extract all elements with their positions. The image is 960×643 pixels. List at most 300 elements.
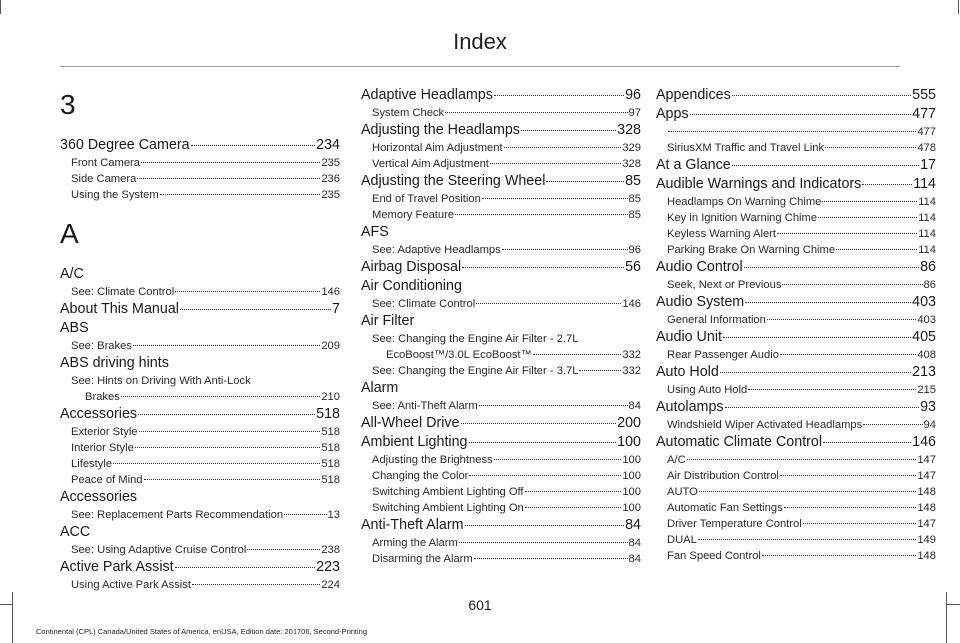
entry-label: Autolamps	[656, 399, 724, 415]
entry-label: System Check	[372, 107, 445, 119]
entry-page-number: 235	[321, 157, 340, 169]
entry-page-number: 84	[628, 400, 641, 412]
entry-page-number: 84	[628, 537, 641, 549]
entry-label: Air Distribution Control	[667, 470, 779, 482]
dot-leader	[744, 267, 919, 268]
entry-label: SiriusXM Traffic and Travel Link	[667, 142, 825, 154]
index-entry	[361, 172, 641, 191]
entry-label: AFS	[361, 224, 389, 240]
dot-leader	[459, 542, 628, 543]
entry-page-number: 94	[923, 419, 936, 431]
index-entry	[656, 433, 936, 452]
dot-leader	[748, 389, 916, 390]
dot-leader	[699, 491, 916, 492]
index-entry	[656, 328, 936, 347]
index-column-1	[60, 86, 340, 593]
entry-label: Vertical Aim Adjustment	[372, 158, 489, 170]
entry-label: Arming the Alarm	[372, 537, 458, 549]
entry-page-number: 114	[918, 244, 936, 256]
entry-page-number: 405	[912, 329, 936, 345]
index-subentry	[361, 468, 641, 484]
entry-page-number: 200	[617, 415, 641, 431]
entry-page-number: 328	[617, 122, 641, 138]
entry-page-number: 56	[625, 259, 641, 275]
entry-label: See: Using Adaptive Cruise Control	[71, 544, 247, 556]
entry-label: Adjusting the Headlamps	[361, 122, 520, 138]
dot-leader	[668, 131, 916, 132]
entry-page-number: 518	[321, 442, 340, 454]
entry-label: Driver Temperature Control	[667, 518, 802, 530]
dot-leader	[469, 475, 621, 476]
index-letter-heading: A	[60, 218, 79, 249]
index-subentry	[656, 548, 936, 564]
dot-leader	[525, 491, 622, 492]
index-entry	[361, 414, 641, 433]
entry-label: ABS	[60, 320, 89, 336]
dot-leader	[504, 147, 622, 148]
dot-leader	[462, 267, 624, 268]
entry-label: Appendices	[656, 87, 731, 103]
dot-leader	[455, 214, 627, 215]
entry-label: Air Conditioning	[361, 278, 462, 294]
index-subentry	[361, 363, 641, 379]
entry-page-number: 403	[917, 314, 936, 326]
entry-page-number: 555	[912, 87, 936, 103]
entry-label: See: Replacement Parts Recommendation	[71, 509, 284, 521]
entry-label: Fan Speed Control	[667, 550, 761, 562]
entry-label: Adjusting the Steering Wheel	[361, 173, 546, 189]
dot-leader	[690, 114, 912, 115]
index-subentry: See: Changing the Engine Air Filter - 2.7L	[372, 333, 579, 345]
index-subentry	[656, 417, 936, 433]
index-subentry	[656, 140, 936, 156]
entry-page-number: 7	[332, 301, 340, 317]
entry-label: Auto Hold	[656, 364, 719, 380]
entry-page-number: 518	[321, 426, 340, 438]
index-entry	[656, 293, 936, 312]
entry-page-number: 97	[628, 107, 641, 119]
dot-leader	[494, 459, 622, 460]
entry-page-number: 329	[622, 142, 641, 154]
entry-label: Parking Brake On Warning Chime	[667, 244, 836, 256]
dot-leader	[133, 345, 320, 346]
index-subentry	[656, 242, 936, 258]
dot-leader	[445, 112, 627, 113]
index-subentry	[60, 542, 340, 558]
index-subentry	[60, 472, 340, 488]
index-subentry	[361, 484, 641, 500]
index-subentry	[656, 452, 936, 468]
index-subentry	[656, 124, 936, 140]
dot-leader	[732, 165, 919, 166]
entry-page-number: 146	[912, 434, 936, 450]
dot-leader	[490, 163, 621, 164]
entry-label: DUAL	[667, 534, 697, 546]
index-entry	[361, 312, 641, 331]
dot-leader	[803, 523, 917, 524]
entry-label: Accessories	[60, 406, 138, 422]
dot-leader	[546, 181, 624, 182]
index-entry	[60, 558, 340, 577]
index-entry	[60, 405, 340, 424]
dot-leader	[720, 372, 911, 373]
entry-label: See: Adaptive Headlamps	[372, 244, 501, 256]
dot-leader	[502, 249, 628, 250]
entry-page-number: 114	[918, 228, 936, 240]
index-subentry	[60, 424, 340, 440]
entry-label: Audio Unit	[656, 329, 722, 345]
entry-page-number: 114	[918, 196, 936, 208]
entry-page-number: 332	[622, 365, 641, 377]
dot-leader	[823, 442, 911, 443]
index-entry	[60, 136, 340, 155]
index-subentry	[60, 284, 340, 300]
entry-label: Alarm	[361, 380, 399, 396]
entry-label: Audio Control	[656, 259, 743, 275]
dot-leader	[579, 370, 621, 371]
index-entry	[361, 277, 641, 296]
edition-footer: Continental (CPL) Canada/United States of America, enUSA, Edition date: 201706, Second-Printing	[36, 627, 368, 636]
entry-page-number: 235	[321, 189, 340, 201]
entry-label: Windshield Wiper Activated Headlamps	[667, 419, 863, 431]
dot-leader	[180, 309, 331, 310]
entry-label: Audible Warnings and Indicators	[656, 176, 862, 192]
entry-label: Key in Ignition Warning Chime	[667, 212, 818, 224]
dot-leader	[762, 555, 916, 556]
entry-page-number: 148	[917, 486, 936, 498]
entry-label: Side Camera	[71, 173, 137, 185]
dot-leader	[284, 514, 326, 515]
dot-leader	[745, 302, 911, 303]
entry-page-number: 210	[321, 391, 340, 403]
index-entry	[656, 175, 936, 194]
dot-leader	[476, 303, 621, 304]
index-subentry	[656, 194, 936, 210]
entry-label: Using Active Park Assist	[71, 579, 191, 591]
index-subentry	[656, 312, 936, 328]
index-entry	[656, 105, 936, 124]
index-subentry	[656, 484, 936, 500]
entry-label: Brakes	[85, 391, 120, 403]
index-subentry	[361, 140, 641, 156]
index-entry	[656, 258, 936, 277]
dot-leader	[191, 145, 316, 146]
dot-leader	[121, 396, 321, 397]
entry-page-number: 114	[918, 212, 936, 224]
entry-page-number: 477	[917, 126, 936, 138]
dot-leader	[780, 354, 916, 355]
entry-page-number: 478	[917, 142, 936, 154]
entry-page-number: 223	[316, 559, 340, 575]
entry-label: A/C	[667, 454, 686, 466]
entry-page-number: 518	[321, 458, 340, 470]
index-subentry	[60, 338, 340, 354]
index-subentry	[361, 398, 641, 414]
dot-leader	[825, 147, 916, 148]
entry-page-number: 213	[912, 364, 936, 380]
entry-page-number: 149	[917, 534, 936, 546]
header-divider	[60, 66, 900, 67]
entry-label: Apps	[656, 106, 689, 122]
entry-page-number: 148	[917, 502, 936, 514]
entry-page-number: 403	[912, 294, 936, 310]
entry-page-number: 147	[917, 470, 936, 482]
index-subentry	[656, 210, 936, 226]
entry-page-number: 96	[625, 87, 641, 103]
index-subentry	[60, 507, 340, 523]
index-subentry	[656, 277, 936, 293]
entry-page-number: 93	[920, 399, 936, 415]
index-entry	[361, 86, 641, 105]
entry-label: Seek, Next or Previous	[667, 279, 782, 291]
entry-page-number: 96	[628, 244, 641, 256]
dot-leader	[777, 233, 917, 234]
dot-leader	[113, 463, 320, 464]
index-subentry	[361, 191, 641, 207]
index-subentry	[361, 296, 641, 312]
dot-leader	[836, 249, 917, 250]
dot-leader	[494, 95, 624, 96]
entry-label: AUTO	[667, 486, 698, 498]
dot-leader	[141, 162, 320, 163]
entry-label: Ambient Lighting	[361, 434, 468, 450]
index-subentry	[60, 389, 340, 405]
dot-leader	[160, 194, 321, 195]
entry-page-number: 86	[923, 279, 936, 291]
entry-label: Memory Feature	[372, 209, 455, 221]
index-subentry	[60, 440, 340, 456]
entry-page-number: 224	[321, 579, 340, 591]
entry-page-number: 85	[628, 209, 641, 221]
entry-label: Lifestyle	[71, 458, 113, 470]
entry-label: Disarming the Alarm	[372, 553, 473, 565]
dot-leader	[822, 201, 917, 202]
dot-leader	[135, 447, 321, 448]
index-subentry	[656, 347, 936, 363]
entry-page-number: 100	[622, 502, 641, 514]
index-subentry	[60, 187, 340, 203]
entry-label: EcoBoost™/3.0L EcoBoost™	[386, 349, 532, 361]
entry-page-number: 518	[321, 474, 340, 486]
entry-page-number: 332	[622, 349, 641, 361]
dot-leader	[862, 184, 912, 185]
index-subentry	[361, 156, 641, 172]
entry-label: See: Climate Control	[71, 286, 175, 298]
dot-leader	[137, 178, 320, 179]
dot-leader	[482, 198, 628, 199]
index-subentry	[361, 105, 641, 121]
page-title: Index	[453, 29, 507, 54]
index-subentry	[60, 155, 340, 171]
entry-page-number: 148	[917, 550, 936, 562]
entry-label: Using Auto Hold	[667, 384, 748, 396]
entry-label: ABS driving hints	[60, 355, 169, 371]
dot-leader	[687, 459, 917, 460]
entry-label: General Information	[667, 314, 766, 326]
dot-leader	[698, 539, 916, 540]
entry-label: 360 Degree Camera	[60, 137, 190, 153]
entry-label: A/C	[60, 266, 84, 282]
entry-label: See: Changing the Engine Air Filter - 3.7L	[372, 365, 579, 377]
index-entry	[60, 265, 340, 284]
dot-leader	[767, 319, 916, 320]
index-entry	[361, 258, 641, 277]
crop-mark	[0, 0, 1, 14]
entry-page-number: 477	[912, 106, 936, 122]
index-entry	[361, 223, 641, 242]
index-subentry	[60, 577, 340, 593]
entry-page-number: 146	[622, 298, 641, 310]
entry-label: Using the System	[71, 189, 159, 201]
entry-page-number: 100	[622, 454, 641, 466]
index-subentry: See: Hints on Driving With Anti-Lock	[71, 375, 251, 387]
entry-label: Front Camera	[71, 157, 141, 169]
entry-label: Audio System	[656, 294, 745, 310]
dot-leader	[175, 567, 316, 568]
index-subentry	[60, 171, 340, 187]
entry-label: Keyless Warning Alert	[667, 228, 777, 240]
index-column-2	[361, 86, 641, 567]
entry-label: Automatic Climate Control	[656, 434, 823, 450]
entry-page-number: 85	[625, 173, 641, 189]
dot-leader	[247, 549, 320, 550]
dot-leader	[469, 442, 617, 443]
dot-leader	[192, 584, 320, 585]
index-entry	[656, 156, 936, 175]
index-subentry	[361, 207, 641, 223]
index-entry	[361, 121, 641, 140]
entry-label: All-Wheel Drive	[361, 415, 460, 431]
entry-label: Automatic Fan Settings	[667, 502, 783, 514]
index-subentry	[656, 382, 936, 398]
dot-leader	[782, 284, 922, 285]
entry-page-number: 85	[628, 193, 641, 205]
dot-leader	[723, 337, 911, 338]
index-entry	[656, 398, 936, 417]
entry-label: ACC	[60, 524, 91, 540]
index-entry	[60, 523, 340, 542]
index-subentry	[656, 226, 936, 242]
index-letter-heading: 3	[60, 89, 76, 120]
entry-page-number: 86	[920, 259, 936, 275]
entry-label: Accessories	[60, 489, 138, 505]
entry-page-number: 215	[917, 384, 936, 396]
entry-label: Air Filter	[361, 313, 415, 329]
index-entry	[361, 433, 641, 452]
index-column-3	[656, 86, 936, 564]
entry-page-number: 238	[321, 544, 340, 556]
index-subentry	[361, 551, 641, 567]
index-subentry	[60, 456, 340, 472]
index-subentry	[361, 452, 641, 468]
entry-page-number: 147	[917, 454, 936, 466]
entry-page-number: 408	[917, 349, 936, 361]
entry-page-number: 100	[622, 470, 641, 482]
entry-label: At a Glance	[656, 157, 731, 173]
dot-leader	[533, 354, 622, 355]
entry-page-number: 84	[628, 553, 641, 565]
entry-label: See: Anti-Theft Alarm	[372, 400, 478, 412]
entry-label: Switching Ambient Lighting Off	[372, 486, 524, 498]
entry-page-number: 518	[316, 406, 340, 422]
dot-leader	[461, 423, 617, 424]
index-entry	[60, 354, 340, 373]
entry-page-number: 17	[920, 157, 936, 173]
page-number: 601	[468, 597, 492, 613]
dot-leader	[474, 558, 628, 559]
entry-label: See: Brakes	[71, 340, 132, 352]
entry-label: Rear Passenger Audio	[667, 349, 779, 361]
index-subentry	[656, 532, 936, 548]
dot-leader	[780, 475, 916, 476]
entry-label: Adjusting the Brightness	[372, 454, 493, 466]
index-subentry	[656, 500, 936, 516]
entry-page-number: 147	[917, 518, 936, 530]
dot-leader	[175, 291, 320, 292]
index-subentry	[656, 468, 936, 484]
index-entry	[656, 86, 936, 105]
index-subentry	[361, 500, 641, 516]
dot-leader	[138, 414, 315, 415]
dot-leader	[479, 405, 628, 406]
dot-leader	[525, 507, 622, 508]
dot-leader	[818, 217, 917, 218]
dot-leader	[465, 525, 625, 526]
entry-label: Peace of Mind	[71, 474, 143, 486]
entry-page-number: 114	[913, 176, 936, 192]
entry-label: End of Travel Position	[372, 193, 481, 205]
entry-page-number: 209	[321, 340, 340, 352]
index-subentry	[361, 242, 641, 258]
entry-label: Airbag Disposal	[361, 259, 462, 275]
entry-label: Horizontal Aim Adjustment	[372, 142, 503, 154]
entry-label: Interior Style	[71, 442, 134, 454]
entry-page-number: 100	[617, 434, 641, 450]
index-entry	[60, 300, 340, 319]
entry-page-number: 328	[622, 158, 641, 170]
entry-label: Active Park Assist	[60, 559, 174, 575]
index-subentry	[361, 347, 641, 363]
index-entry	[361, 379, 641, 398]
crop-mark	[958, 0, 959, 14]
dot-leader	[144, 479, 321, 480]
entry-page-number: 146	[321, 286, 340, 298]
entry-label: See: Climate Control	[372, 298, 476, 310]
entry-label: Adaptive Headlamps	[361, 87, 493, 103]
dot-leader	[863, 424, 922, 425]
dot-leader	[784, 507, 917, 508]
entry-page-number: 100	[622, 486, 641, 498]
dot-leader	[725, 407, 920, 408]
entry-page-number: 234	[316, 137, 340, 153]
dot-leader	[139, 431, 321, 432]
entry-label: About This Manual	[60, 301, 179, 317]
dot-leader	[521, 130, 616, 131]
entry-label: Changing the Color	[372, 470, 469, 482]
index-entry	[60, 319, 340, 338]
index-subentry	[656, 516, 936, 532]
entry-label: Anti-Theft Alarm	[361, 517, 464, 533]
entry-label: Headlamps On Warning Chime	[667, 196, 822, 208]
dot-leader	[732, 95, 911, 96]
entry-label: Switching Ambient Lighting On	[372, 502, 524, 514]
index-entry	[656, 363, 936, 382]
index-subentry	[361, 535, 641, 551]
index-entry	[361, 516, 641, 535]
entry-page-number: 84	[625, 517, 641, 533]
entry-page-number: 236	[321, 173, 340, 185]
entry-label: Exterior Style	[71, 426, 138, 438]
